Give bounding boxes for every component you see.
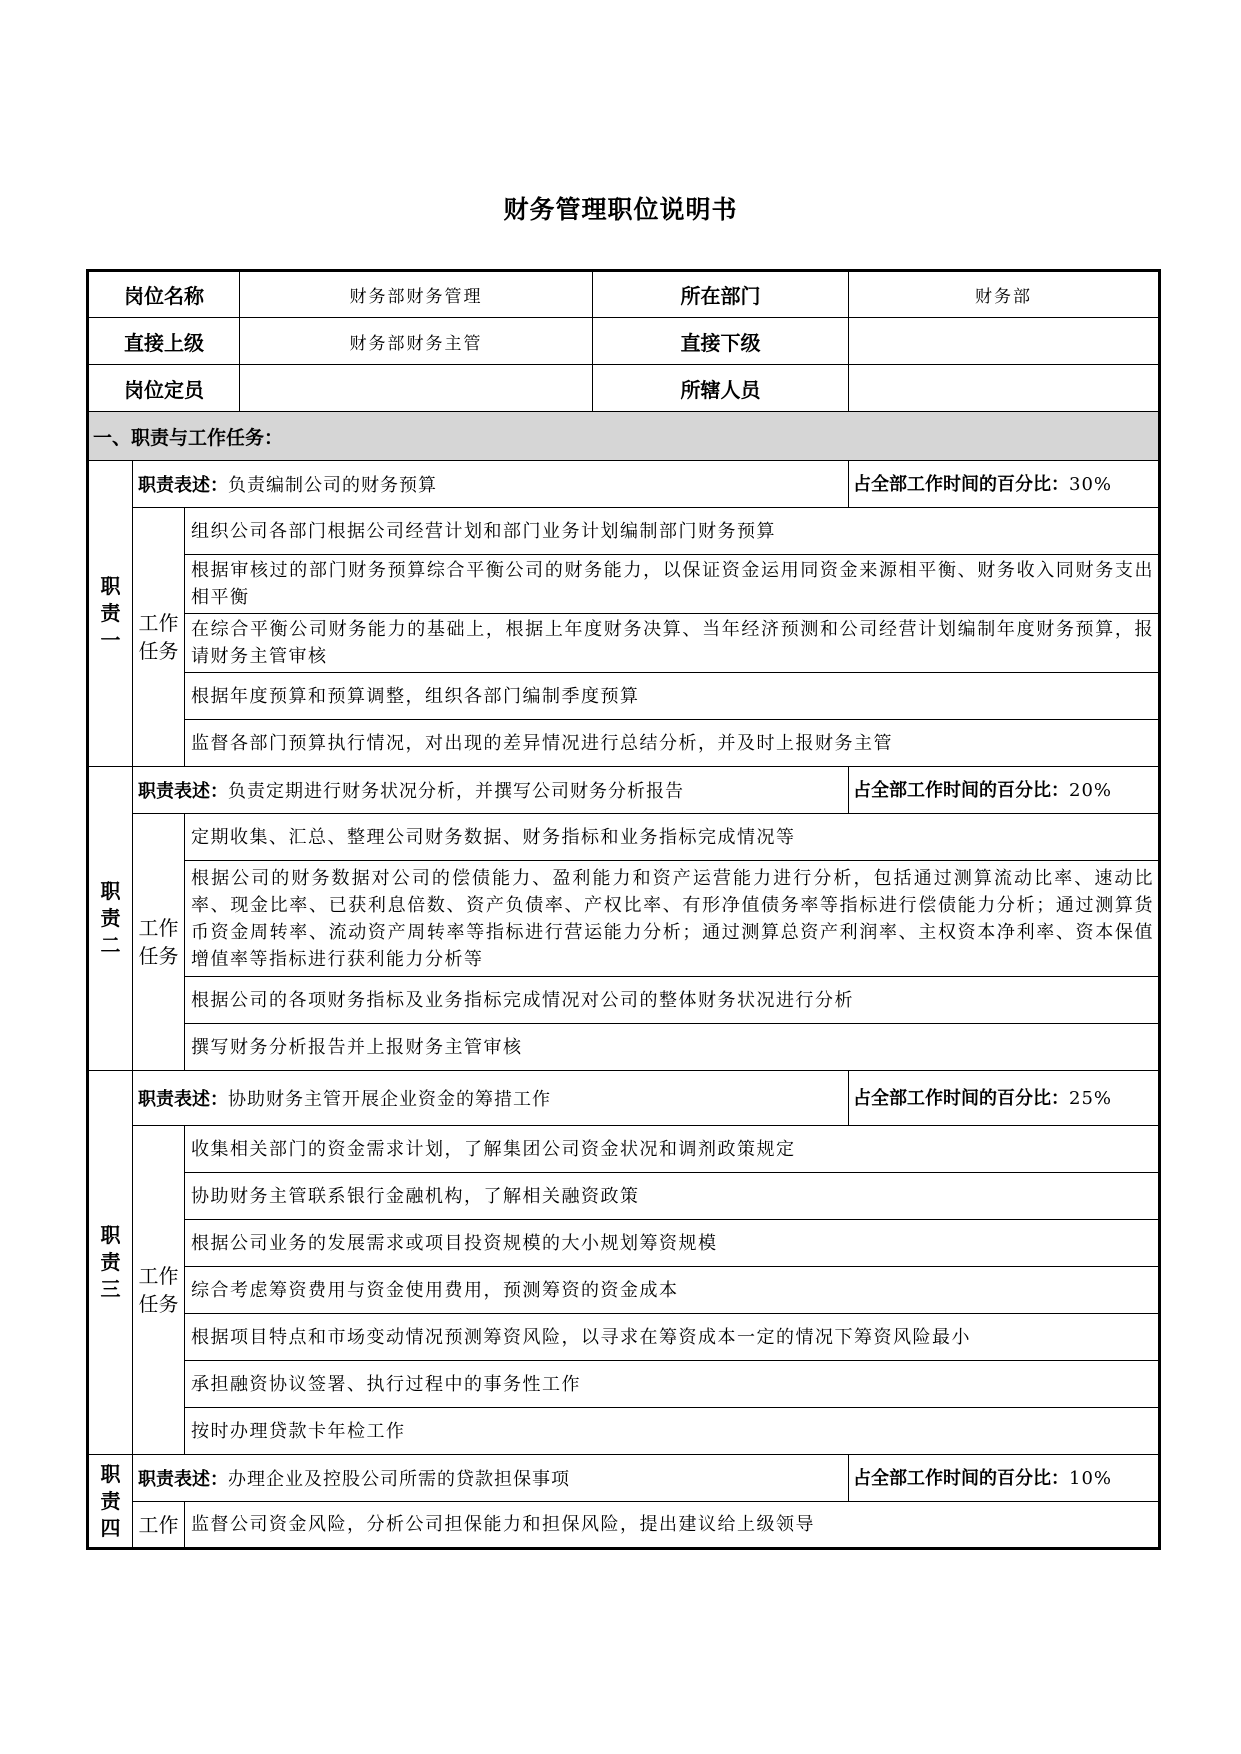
task-item: 收集相关部门的资金需求计划，了解集团公司资金状况和调剂政策规定	[185, 1126, 1160, 1173]
duty-4-percent	[849, 1455, 1160, 1502]
duty-1-label: 职 责 一	[88, 461, 133, 767]
staff-value	[849, 365, 1160, 412]
department-value: 财务部	[849, 271, 1160, 318]
duty-2-percent	[849, 767, 1160, 814]
task-item: 根据审核过的部门财务预算综合平衡公司的财务能力，以保证资金运用同资金来源相平衡、财务收入同财务支出相平衡	[185, 555, 1160, 614]
task-item: 监督各部门预算执行情况，对出现的差异情况进行总结分析，并及时上报财务主管	[185, 720, 1160, 767]
task-item: 综合考虑筹资费用与资金使用费用，预测筹资的资金成本	[185, 1267, 1160, 1314]
percent-label: 占全部工作时间的百分比：	[853, 1087, 1070, 1109]
duty-3-label: 职 责 三	[88, 1071, 133, 1455]
duty-2-tasks-label: 工作 任务	[133, 814, 185, 1071]
duty-1-tasks-label: 工作 任务	[133, 508, 185, 767]
duty-description-text: 办理企业及控股公司所需的贷款担保事项	[228, 1469, 570, 1490]
task-item: 组织公司各部门根据公司经营计划和部门业务计划编制部门财务预算	[185, 508, 1160, 555]
percent-label: 占全部工作时间的百分比：	[853, 1467, 1070, 1489]
duty-3-percent	[849, 1071, 1160, 1126]
description-label: 职责表述：	[138, 475, 228, 496]
duty-3-tasks-label: 工作 任务	[133, 1126, 185, 1455]
task-item: 承担融资协议签署、执行过程中的事务性工作	[185, 1361, 1160, 1408]
job-description-table	[86, 269, 1161, 1550]
task-item: 撰写财务分析报告并上报财务主管审核	[185, 1024, 1160, 1071]
percent-value: 30%	[1069, 473, 1113, 495]
section-heading: 一、职责与工作任务：	[88, 412, 1160, 461]
duty-description-text: 负责编制公司的财务预算	[228, 475, 437, 496]
task-item: 协助财务主管联系银行金融机构，了解相关融资政策	[185, 1173, 1160, 1220]
percent-value: 20%	[1069, 779, 1113, 801]
description-label: 职责表述：	[138, 1089, 228, 1110]
task-item: 按时办理贷款卡年检工作	[185, 1408, 1160, 1455]
superior-label: 直接上级	[88, 318, 240, 365]
task-item: 在综合平衡公司财务能力的基础上，根据上年度财务决算、当年经济预测和公司经营计划编制年度财务预算，报请财务主管审核	[185, 614, 1160, 673]
headcount-label: 岗位定员	[88, 365, 240, 412]
duty-2-description	[133, 767, 849, 814]
department-label: 所在部门	[593, 271, 849, 318]
position-name-label: 岗位名称	[88, 271, 240, 318]
task-item: 定期收集、汇总、整理公司财务数据、财务指标和业务指标完成情况等	[185, 814, 1160, 861]
subordinate-label: 直接下级	[593, 318, 849, 365]
subordinate-value	[849, 318, 1160, 365]
task-item: 根据项目特点和市场变动情况预测筹资风险，以寻求在筹资成本一定的情况下筹资风险最小	[185, 1314, 1160, 1361]
description-label: 职责表述：	[138, 781, 228, 802]
task-item: 根据公司业务的发展需求或项目投资规模的大小规划筹资规模	[185, 1220, 1160, 1267]
document-title: 财务管理职位说明书	[503, 195, 738, 224]
headcount-value	[240, 365, 593, 412]
duty-description-text: 协助财务主管开展企业资金的筹措工作	[228, 1089, 551, 1110]
duty-1-description	[133, 461, 849, 508]
percent-label: 占全部工作时间的百分比：	[853, 779, 1070, 801]
task-item: 根据公司的财务数据对公司的偿债能力、盈利能力和资产运营能力进行分析，包括通过测算流动比率、速动比率、现金比率、已获利息倍数、资产负债率、产权比率、有形净值债务率等指标进行偿债能力分析；通过测算货币资金周转率、流动资产周转率等指标进行营运能力分析；通过测算总资产利润率、主权资本净利率、资本保值增值率等指标进行获利能力分析等	[185, 861, 1160, 977]
task-item: 根据年度预算和预算调整，组织各部门编制季度预算	[185, 673, 1160, 720]
percent-value: 25%	[1069, 1087, 1113, 1109]
percent-value: 10%	[1069, 1467, 1113, 1489]
task-item: 监督公司资金风险，分析公司担保能力和担保风险，提出建议给上级领导	[185, 1502, 1160, 1549]
duty-1-percent	[849, 461, 1160, 508]
staff-label: 所辖人员	[593, 365, 849, 412]
task-item: 根据公司的各项财务指标及业务指标完成情况对公司的整体财务状况进行分析	[185, 977, 1160, 1024]
duty-description-text: 负责定期进行财务状况分析，并撰写公司财务分析报告	[228, 781, 684, 802]
duty-2-label: 职 责 二	[88, 767, 133, 1071]
duty-4-tasks-label: 工作	[133, 1502, 185, 1549]
position-name-value: 财务部财务管理	[240, 271, 593, 318]
duty-3-description	[133, 1071, 849, 1126]
duty-4-description	[133, 1455, 849, 1502]
duty-4-label: 职 责 四	[88, 1455, 133, 1549]
description-label: 职责表述：	[138, 1469, 228, 1490]
superior-value: 财务部财务主管	[240, 318, 593, 365]
percent-label: 占全部工作时间的百分比：	[853, 473, 1070, 495]
